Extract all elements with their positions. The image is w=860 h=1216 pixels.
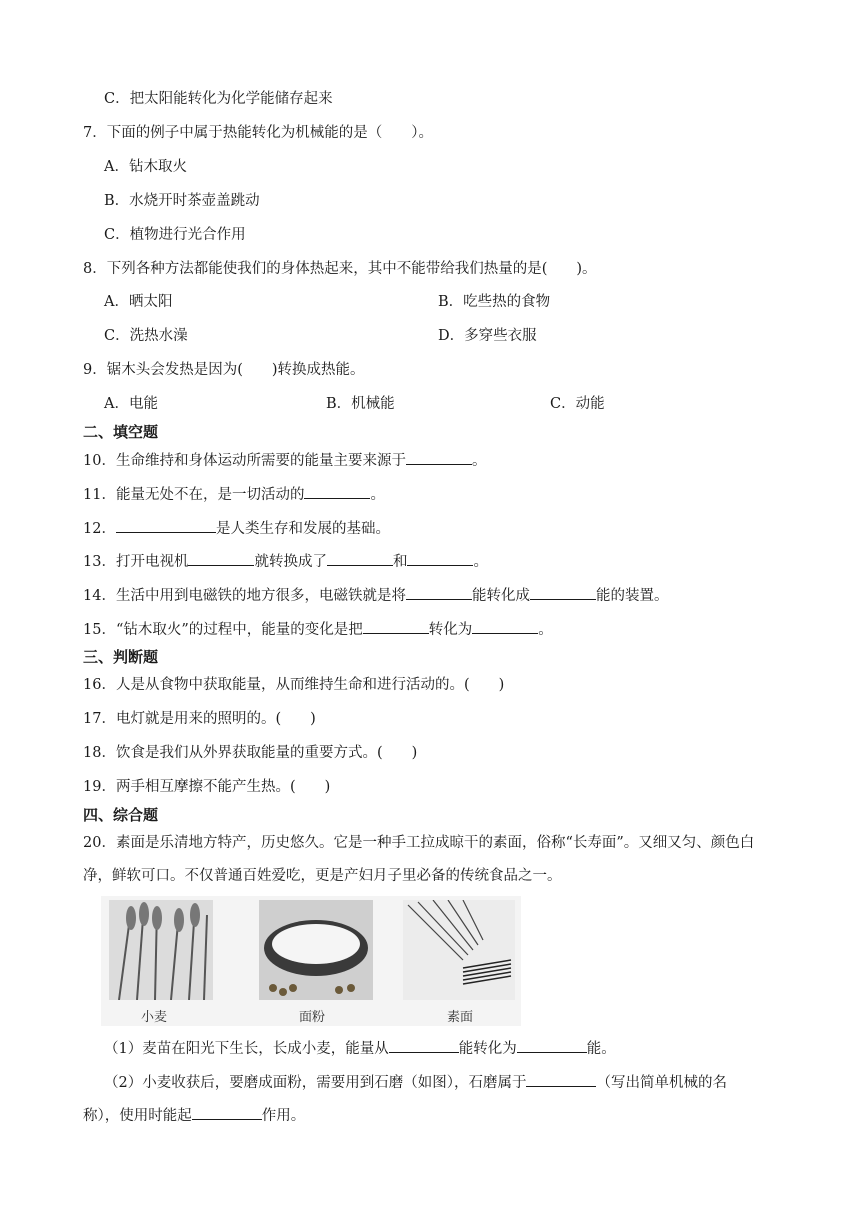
q15-text: 15．“钻木取火”的过程中，能量的变化是把 [83, 622, 363, 638]
q14-end: 能的装置。 [595, 588, 669, 604]
caption-noodles: 素面 [447, 1010, 474, 1025]
section-comprehensive: 四、综合题 [83, 806, 159, 824]
p2-text: （2）小麦收获后，要磨成面粉，需要用到石磨（如图），石磨属于 [104, 1075, 527, 1091]
caption-flour: 面粉 [299, 1010, 326, 1025]
q8-option-c: C．洗热水澡 [104, 328, 188, 344]
question-10 [83, 450, 486, 471]
answer-blank[interactable] [472, 619, 538, 634]
question-20-part-1 [104, 1038, 616, 1059]
p2-end: 作用。 [261, 1108, 306, 1124]
answer-blank[interactable] [406, 450, 472, 465]
q13-text-3: 和 [392, 554, 408, 570]
answer-blank[interactable] [530, 585, 596, 600]
noodles-photo [403, 900, 515, 1000]
answer-blank[interactable] [389, 1038, 459, 1053]
q13-text-2: 就转换成了 [254, 554, 327, 570]
q9-option-b: B．机械能 [326, 396, 395, 412]
q7-option-b: B．水烧开时茶壶盖跳动 [104, 193, 260, 209]
q8-option-d: D．多穿些衣服 [438, 328, 537, 344]
question-11 [83, 484, 385, 505]
q7-option-c: C．植物进行光合作用 [104, 227, 246, 243]
q10-text: 10．生命维持和身体运动所需要的能量主要来源于 [83, 453, 406, 469]
q12-number: 12． [83, 521, 116, 537]
caption-wheat: 小麦 [141, 1010, 168, 1025]
q14-text-2: 能转化成 [471, 588, 530, 604]
q14-text: 14．生活中用到电磁铁的地方很多，电磁铁就是将 [83, 588, 406, 604]
q8-option-a: A．晒太阳 [104, 294, 173, 310]
q8-option-b: B．吃些热的食物 [438, 294, 551, 310]
answer-blank[interactable] [188, 551, 254, 566]
answer-blank[interactable] [517, 1038, 587, 1053]
q9-option-c: C．动能 [550, 396, 605, 412]
question-14 [83, 585, 668, 606]
photo-strip [101, 896, 521, 1026]
p1-text-2: 能转化为 [458, 1041, 517, 1057]
p2-text-2: （写出简单机械的名 [596, 1075, 727, 1091]
answer-blank[interactable] [192, 1105, 262, 1120]
question-12 [83, 518, 390, 539]
answer-blank[interactable] [526, 1072, 596, 1087]
question-7: 7．下面的例子中属于热能转化为机械能的是（ ）。 [83, 125, 433, 141]
answer-blank[interactable] [406, 585, 472, 600]
q7-option-a: A．钻木取火 [104, 159, 187, 175]
q13-end: 。 [473, 554, 488, 570]
section-fill-blank: 二、填空题 [83, 423, 159, 441]
answer-blank[interactable] [116, 518, 216, 533]
q12-text: 是人类生存和发展的基础。 [215, 521, 390, 537]
q10-end: 。 [471, 453, 487, 469]
section-judgment: 三、判断题 [83, 648, 159, 666]
answer-blank[interactable] [304, 484, 370, 499]
q15-text-2: 转化为 [428, 622, 473, 638]
question-17: 17．电灯就是用来的照明的。( ) [83, 711, 316, 727]
answer-blank[interactable] [407, 551, 473, 566]
q11-text: 11．能量无处不在，是一切活动的 [83, 487, 305, 503]
question-20-part-2-cont [83, 1105, 305, 1126]
question-9: 9．锯木头会发热是因为( )转换成热能。 [83, 362, 365, 378]
question-15 [83, 619, 553, 640]
answer-blank[interactable] [363, 619, 429, 634]
flour-photo [259, 900, 373, 1000]
p2-text-3: 称），使用时能起 [83, 1108, 192, 1124]
question-18: 18．饮食是我们从外界获取能量的重要方式。( ) [83, 745, 418, 761]
answer-blank[interactable] [327, 551, 393, 566]
p1-end: 能。 [586, 1041, 616, 1057]
question-8: 8．下列各种方法都能使我们的身体热起来，其中不能带给我们热量的是( )。 [83, 261, 597, 277]
question-19: 19．两手相互摩擦不能产生热。( ) [83, 779, 331, 795]
q15-end: 。 [538, 622, 553, 638]
question-13 [83, 551, 488, 572]
question-16: 16．人是从食物中获取能量，从而维持生命和进行活动的。( ) [83, 677, 505, 693]
q9-option-a: A．电能 [104, 396, 158, 412]
q11-end: 。 [370, 487, 385, 503]
question-20-part-2 [104, 1072, 727, 1093]
wheat-photo [109, 900, 213, 1000]
p1-text: （1）麦苗在阳光下生长，长成小麦，能量从 [104, 1041, 389, 1057]
question-20: 20．素面是乐清地方特产，历史悠久。它是一种手工拉成晾干的素面，俗称“长寿面”。又细又匀、颜色白净，鲜软可口。不仅普通百姓爱吃，更是产妇月子里必备的传统食品之一。 [83, 835, 755, 884]
q6-option-c: C．把太阳能转化为化学能储存起来 [104, 91, 333, 107]
q13-text: 13．打开电视机 [83, 554, 189, 570]
